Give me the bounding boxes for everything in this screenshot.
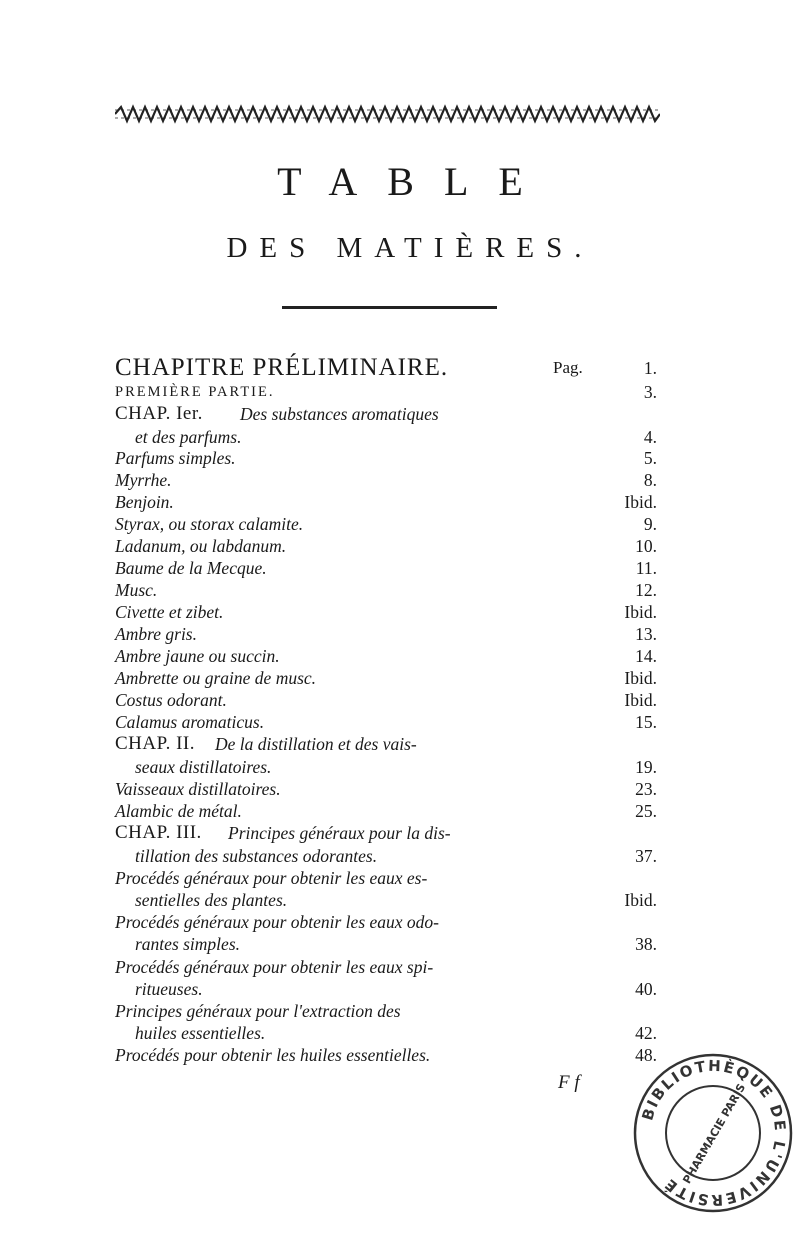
toc-entry-text: Costus odorant.: [115, 690, 227, 710]
toc-entry: [0, 645, 800, 667]
toc-entry: [0, 667, 800, 689]
toc-entry: [0, 933, 800, 955]
toc-entry: [0, 557, 800, 579]
pag-label: Pag.: [553, 358, 583, 377]
toc-entry-text: Ambre gris.: [115, 624, 197, 644]
toc-entry-page: 25.: [635, 801, 657, 821]
toc-entry: [0, 1000, 800, 1022]
toc-entry-text: Procédés généraux pour obtenir les eaux spi-: [115, 957, 434, 977]
toc-entry: [0, 689, 800, 711]
toc-entry-page: 19.: [635, 757, 657, 777]
toc-entry: [0, 733, 800, 755]
toc-entry-text: Ladanum, ou labdanum.: [115, 536, 287, 556]
stamp-inner-text: PHARMACIE PARIS: [680, 1081, 749, 1187]
toc-entry: [0, 623, 800, 645]
toc-entry: [0, 381, 800, 403]
page-title: TABLE: [277, 159, 553, 204]
toc-entry-page: Ibid.: [624, 690, 657, 710]
toc-entry: [0, 1022, 800, 1044]
toc-entry-page: Ibid.: [624, 668, 657, 688]
toc-entry: [0, 352, 800, 384]
toc-entry-text: Principes généraux pour l'extraction des: [115, 1001, 401, 1021]
toc-entry-text: Musc.: [115, 580, 158, 600]
toc-entry-page: 1.: [643, 358, 657, 378]
toc-entry-text: Parfums simples.: [115, 448, 236, 468]
toc-entry-page: 12.: [635, 580, 657, 600]
toc-entry-text: CHAPITRE PRÉLIMINAIRE.: [115, 354, 449, 381]
toc-entry: [0, 403, 800, 425]
toc-entry: [0, 601, 800, 623]
toc-entry: [0, 447, 800, 469]
toc-entry-text: rantes simples.: [135, 934, 240, 954]
toc-entry-text: Principes généraux pour la dis-: [228, 823, 451, 843]
toc-entry-page: 13.: [635, 624, 657, 644]
toc-entry-text: Ambrette ou graine de musc.: [115, 668, 317, 688]
chapter-label: CHAP. Ier.: [115, 403, 203, 424]
toc-entry-page: 38.: [635, 934, 657, 954]
toc-entry-page: 14.: [635, 646, 657, 666]
toc-entry: [0, 711, 800, 733]
toc-entry-page: 9.: [643, 514, 657, 534]
toc-entry-page: 3.: [643, 382, 657, 402]
toc-entry-page: 4.: [643, 427, 657, 447]
toc-entry-text: Des substances aromatiques: [240, 404, 439, 424]
signature-mark: F f: [558, 1072, 580, 1093]
toc-entry-text: PREMIÈRE PARTIE.: [115, 384, 275, 400]
toc-entry-page: 42.: [635, 1023, 657, 1043]
toc-entry-text: sentielles des plantes.: [135, 890, 288, 910]
toc-entry: [0, 535, 800, 557]
chapter-label: CHAP. II.: [115, 733, 195, 754]
toc-entry-text: seaux distillatoires.: [135, 757, 272, 777]
toc-entry: [0, 778, 800, 800]
toc-entry: [0, 911, 800, 933]
toc-entry-text: Baume de la Mecque.: [115, 558, 267, 578]
toc-entry: [0, 845, 800, 867]
toc-entry: [0, 426, 800, 448]
toc-entry-text: Procédés généraux pour obtenir les eaux odo-: [115, 912, 439, 932]
toc-entry-page: 8.: [643, 470, 657, 490]
library-stamp: [632, 1052, 794, 1214]
toc-entry-page: 5.: [643, 448, 657, 468]
toc-entry-page: 23.: [635, 779, 657, 799]
toc-entry-text: Benjoin.: [115, 492, 174, 512]
toc-entry: [0, 956, 800, 978]
toc-entry: [0, 889, 800, 911]
toc-entry-text: tillation des substances odorantes.: [135, 846, 378, 866]
page-subtitle: DES MATIÈRES.: [226, 232, 594, 264]
toc-entry-text: Alambic de métal.: [115, 801, 242, 821]
toc-entry-text: ritueuses.: [135, 979, 203, 999]
stamp-outer-text: BIBLIOTHÈQUE DE L'UNIVERSITÉ: [638, 1056, 790, 1210]
toc-entry-page: 40.: [635, 979, 657, 999]
toc-entry-page: Ibid.: [624, 602, 657, 622]
toc-entry-page: 37.: [635, 846, 657, 866]
toc-entry-page: Ibid.: [624, 890, 657, 910]
chapter-label: CHAP. III.: [115, 822, 202, 843]
toc-entry-text: Ambre jaune ou succin.: [115, 646, 280, 666]
toc-entry-page: Ibid.: [624, 492, 657, 512]
toc-entry-text: huiles essentielles.: [135, 1023, 266, 1043]
toc-entry-text: De la distillation et des vais-: [215, 734, 417, 754]
toc-entry: [0, 867, 800, 889]
toc-entry: [0, 800, 800, 822]
toc-entry-page: 10.: [635, 536, 657, 556]
toc-entry-text: Procédés pour obtenir les huiles essentielles.: [115, 1045, 431, 1065]
toc-entry-text: Vaisseaux distillatoires.: [115, 779, 281, 799]
toc-entry: [0, 469, 800, 491]
toc-entry-text: Calamus aromaticus.: [115, 712, 265, 732]
toc-entry-text: Myrrhe.: [115, 470, 172, 490]
toc-entry: [0, 513, 800, 535]
toc-entry: [0, 822, 800, 844]
toc-entry-text: Procédés généraux pour obtenir les eaux es-: [115, 868, 428, 888]
toc-entry-text: et des parfums.: [135, 427, 242, 447]
toc-entry-page: 48.: [635, 1045, 657, 1065]
toc-entry-text: Civette et zibet.: [115, 602, 224, 622]
toc-entry-page: 15.: [635, 712, 657, 732]
toc-entry: [0, 978, 800, 1000]
toc-entry: [0, 579, 800, 601]
toc-entry-page: 11.: [635, 558, 657, 578]
toc-entry-text: Styrax, ou storax calamite.: [115, 514, 304, 534]
toc-entry: [0, 491, 800, 513]
toc-entry: [0, 756, 800, 778]
